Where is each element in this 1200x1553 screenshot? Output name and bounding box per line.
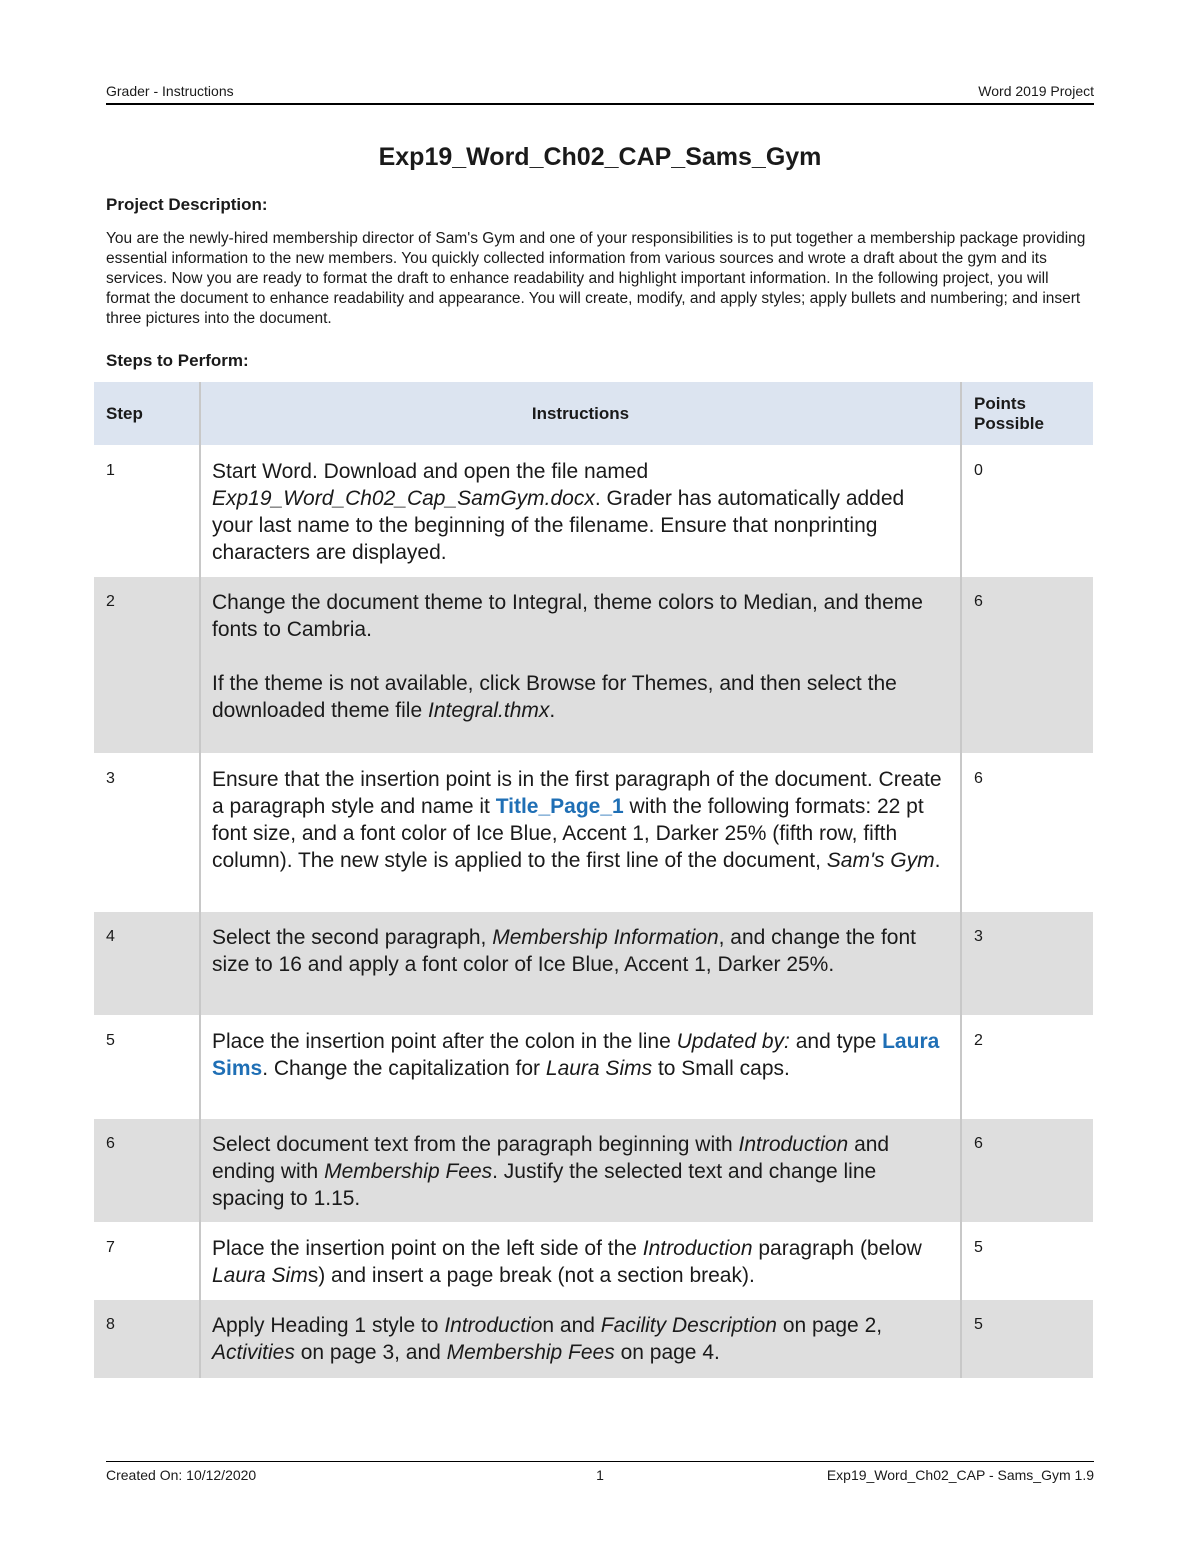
instruction-text: . Justify the selected text and change line spacing to 1.15. — [212, 1160, 877, 1210]
instruction-text: Place the insertion point on the left side of the — [212, 1237, 643, 1260]
footer-document-id: Exp19_Word_Ch02_CAP - Sams_Gym 1.9 — [826, 1467, 1094, 1483]
instruction-italic: Integral.thmx — [427, 699, 550, 722]
instruction-italic: Sam's Gym — [826, 849, 935, 872]
step-points: 6 — [961, 577, 1093, 754]
step-points: 6 — [961, 1119, 1093, 1223]
footer-page-number: 1 — [596, 1467, 604, 1483]
steps-label: Steps to Perform: — [106, 351, 249, 370]
instruction-text: Apply Heading 1 style to — [212, 1314, 445, 1337]
instruction-italic: Introductio — [444, 1314, 543, 1337]
instruction-text: and ending with — [212, 1133, 890, 1183]
step-number: 2 — [94, 577, 200, 754]
instruction-text: on page 4. — [614, 1341, 720, 1364]
step-points: 5 — [961, 1223, 1093, 1300]
instruction-text: . Change the capitalization for — [262, 1057, 546, 1080]
table-row — [94, 1223, 1093, 1300]
instruction-text: and type — [789, 1030, 883, 1053]
header-points: Points Possible — [961, 382, 1093, 446]
table-header-row — [94, 382, 1093, 446]
step-instruction — [200, 754, 961, 912]
step-instruction — [200, 1119, 961, 1223]
header-instructions: Instructions — [200, 382, 961, 446]
instruction-text: s) and insert a page break (not a section break). — [307, 1264, 755, 1287]
instruction-italic: Introduction — [642, 1237, 753, 1260]
instruction-italic: Facility Description — [600, 1314, 777, 1337]
instruction-text: n and — [542, 1314, 601, 1337]
instruction-text: , and change the font size to 16 and apply a font color of Ice Blue, Accent 1, Darker 25%. — [212, 926, 916, 976]
header-right-text: Word 2019 Project — [978, 83, 1094, 99]
instruction-text: Select the second paragraph, — [212, 926, 493, 949]
instruction-text: Ensure that the insertion point is in the first paragraph of the document. Create a paragraph style and name it — [212, 768, 942, 818]
instruction-text: . — [934, 849, 941, 872]
step-instruction — [200, 1223, 961, 1300]
step-number: 3 — [94, 754, 200, 912]
step-number: 4 — [94, 912, 200, 1016]
project-description-label: Project Description: — [106, 195, 268, 214]
header-step: Step — [94, 382, 200, 446]
table-row — [94, 577, 1093, 754]
instruction-italic: Laura Sims — [545, 1057, 653, 1080]
step-number: 6 — [94, 1119, 200, 1223]
step-instruction — [200, 912, 961, 1016]
document-title: Exp19_Word_Ch02_CAP_Sams_Gym — [378, 143, 822, 171]
table-row — [94, 1300, 1093, 1378]
instruction-text: Change the document theme to Integral, theme colors to Median, and theme fonts to Cambria. — [212, 591, 923, 641]
step-instruction — [200, 1300, 961, 1378]
table-row — [94, 446, 1093, 577]
step-instruction — [200, 1016, 961, 1119]
instruction-text: If the theme is not available, click Browse for Themes, and then select the downloaded theme file — [212, 672, 897, 722]
footer-created-on: Created On: 10/12/2020 — [106, 1467, 257, 1483]
instruction-text: on page 2, — [776, 1314, 883, 1337]
step-number: 1 — [94, 446, 200, 577]
step-points: 2 — [961, 1016, 1093, 1119]
instruction-text: Select document text from the paragraph beginning with — [212, 1133, 739, 1156]
instruction-keyword: Title_Page_1 — [495, 795, 624, 818]
instruction-text: Start Word. Download and open the file named — [212, 460, 649, 483]
instruction-italic: Updated by: — [676, 1030, 790, 1053]
project-description-text: You are the newly-hired membership director of Sam's Gym and one of your responsibilities is to put together a membership package providing essential information to the new members. You quickly collected information from various sources and wrote a draft about the gym and its services. Now you are ready to format the draft to enhance readability and highlight important information. In the following project, you will format the document to enhance readability and appearance. You will create, modify, and apply styles; apply bullets and numbering; and insert three pictures into the document. — [106, 230, 1086, 327]
instruction-text: Place the insertion point after the colon in the line — [212, 1030, 677, 1053]
table-row — [94, 754, 1093, 912]
instruction-text: with the following formats: 22 pt font size, and a font color of Ice Blue, Accent 1, Darker 25% (fifth row, fifth column). The new style is applied to the first line of the document, — [212, 795, 924, 872]
header-left-text: Grader - Instructions — [106, 83, 234, 99]
step-instruction — [200, 446, 961, 577]
instruction-text: . Grader has automatically added your last name to the beginning of the filename. Ensure that nonprinting characters are displayed. — [212, 487, 905, 564]
instruction-paragraph — [212, 670, 944, 724]
instruction-text: . — [549, 699, 556, 722]
step-number: 8 — [94, 1300, 200, 1378]
step-points: 0 — [961, 446, 1093, 577]
step-points: 5 — [961, 1300, 1093, 1378]
instruction-italic: Activities — [212, 1341, 295, 1364]
instruction-keyword: Laura Sims — [212, 1030, 940, 1080]
instruction-italic: Membership Fees — [324, 1160, 493, 1183]
instruction-italic: Membership Fees — [446, 1341, 615, 1364]
instruction-text: on page 3, and — [294, 1341, 447, 1364]
table-row — [94, 912, 1093, 1016]
page-footer — [106, 1461, 1094, 1487]
step-points: 6 — [961, 754, 1093, 912]
step-number: 7 — [94, 1223, 200, 1300]
table-row — [94, 1016, 1093, 1119]
steps-table — [94, 382, 1093, 1378]
instruction-italic: Exp19_Word_Ch02_Cap_SamGym.docx — [212, 487, 595, 510]
page-header — [106, 83, 1094, 105]
instruction-italic: Membership Information — [492, 926, 719, 949]
instruction-italic: Laura Sim — [212, 1264, 308, 1287]
step-number: 5 — [94, 1016, 200, 1119]
instruction-text: to Small caps. — [652, 1057, 790, 1080]
table-row — [94, 1119, 1093, 1223]
instruction-text: paragraph (below — [752, 1237, 922, 1260]
instruction-italic: Introduction — [738, 1133, 849, 1156]
step-points: 3 — [961, 912, 1093, 1016]
step-instruction — [200, 577, 961, 754]
